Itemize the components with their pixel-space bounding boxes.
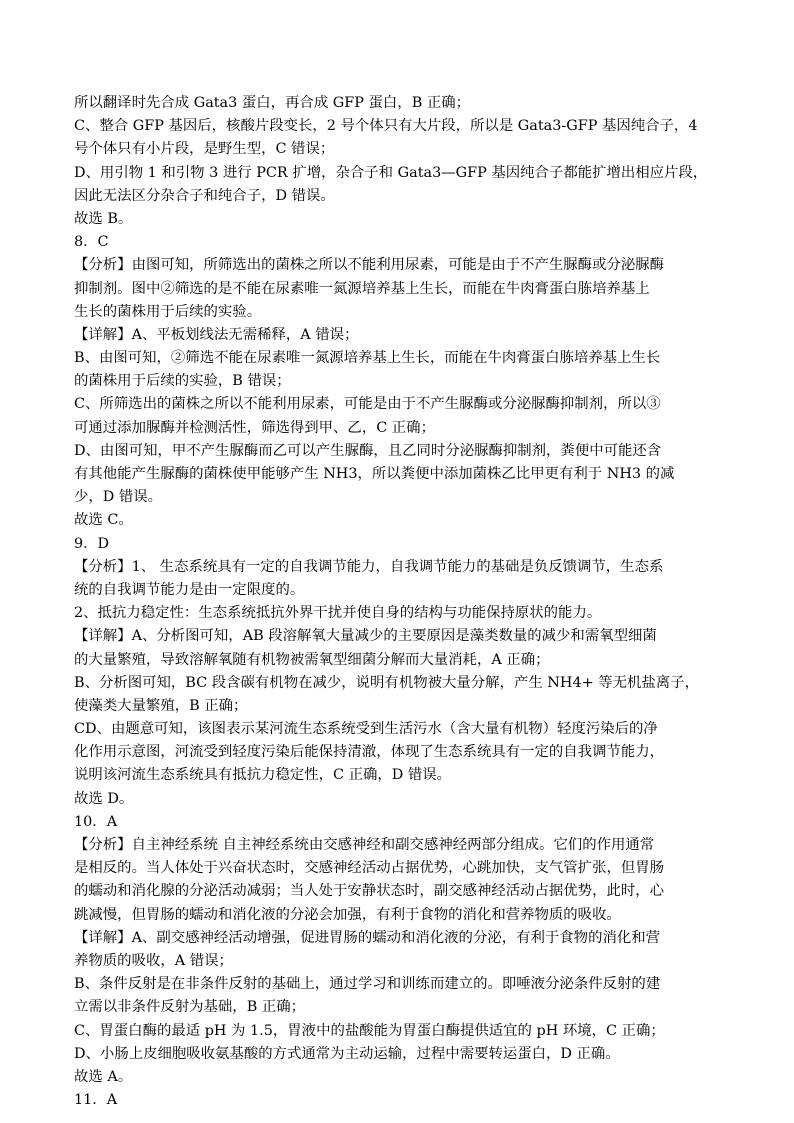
- text-line: 立需以非条件反射为基础，B 正确；: [74, 999, 306, 1016]
- text-line: 生长的菌株用于后续的实验。: [74, 303, 262, 320]
- text-line: 的菌株用于后续的实验，B 错误；: [74, 373, 291, 390]
- text-line: B、分析图可知，BC 段含碳有机物在减少，说明有机物被大量分解，产生 NH4+ 等无机盐离子，: [74, 674, 699, 691]
- question-number: 10．A: [74, 813, 118, 830]
- text-line: 【详解】A、副交感神经活动增强，促进胃肠的蠕动和消化液的分泌，有利于食物的消化和营: [74, 929, 661, 946]
- text-line: 【详解】A、分析图可知，AB 段溶解氧大量减少的主要原因是藻类数量的减少和需氧型细菌: [74, 628, 657, 645]
- text-line: 化作用示意图，河流受到轻度污染后能保持清澈，体现了生态系统具有一定的自我调节能力，: [74, 744, 665, 761]
- text-line: 2、抵抗力稳定性：生态系统抵抗外界干扰并使自身的结构与功能保持原状的能力。: [74, 605, 602, 622]
- text-line: D、小肠上皮细胞吸收氨基酸的方式通常为主动运输，过程中需要转运蛋白，D 正确。: [74, 1045, 620, 1062]
- text-line: 养物质的吸收，A 错误；: [74, 952, 233, 969]
- text-line: 抑制剂。图中②筛选的是不能在尿素唯一氮源培养基上生长，而能在牛肉膏蛋白胨培养基上: [74, 280, 650, 297]
- text-line: B、条件反射是在非条件反射的基础上，通过学习和训练而建立的。即唾液分泌条件反射的建: [74, 976, 661, 993]
- text-line: C、整合 GFP 基因后，核酸片段变长，2 号个体只有大片段，所以是 Gata3-GFP 基因纯合子，4: [74, 118, 698, 135]
- text-line: C、胃蛋白酶的最适 pH 为 1.5，胃液中的盐酸能为胃蛋白酶提供适宜的 pH 环境，C 正确；: [74, 1022, 665, 1039]
- question-number: 11．A: [74, 1092, 118, 1109]
- text-line: 【分析】1、 生态系统具有一定的自我调节能力，自我调节能力的基础是负反馈调节，生态系: [74, 558, 664, 575]
- text-line: 【分析】由图可知，所筛选出的菌株之所以不能利用尿素，可能是由于不产生脲酶或分泌脲酶: [74, 257, 665, 274]
- text-line: 统的自我调节能力是由一定限度的。: [74, 581, 305, 598]
- text-line: D、用引物 1 和引物 3 进行 PCR 扩增，杂合子和 Gata3—GFP 基因纯合子都能扩增出相应片段，: [74, 164, 708, 181]
- document-page: [74, 92, 726, 1112]
- text-line: 有其他能产生脲酶的菌株使甲能够产生 NH3，所以粪便中添加菌株乙比甲更有利于 NH3 的减: [74, 466, 675, 482]
- text-line: 故选 D。: [74, 790, 134, 807]
- text-line: D、由图可知，甲不产生脲酶而乙可以产生脲酶，且乙同时分泌脲酶抑制剂，粪便中可能还含: [74, 442, 662, 459]
- text-line: 【分析】自主神经系统 自主神经系统由交感神经和副交感神经两部分组成。它们的作用通常: [74, 837, 655, 853]
- text-line: 【详解】A、平板划线法无需稀释，A 错误；: [74, 326, 359, 343]
- text-line: 的大量繁殖，导致溶解氧随有机物被需氧型细菌分解而大量消耗，A 正确；: [74, 651, 550, 668]
- text-line: 故选 B。: [74, 210, 133, 227]
- text-line: 少，D 错误。: [74, 489, 163, 506]
- question-number: 8．C: [74, 234, 109, 251]
- text-line: C、所筛选出的菌株之所以不能利用尿素，可能是由于不产生脲酶或分泌脲酶抑制剂，所以③: [74, 396, 661, 413]
- text-line: 所以翻译时先合成 Gata3 蛋白，再合成 GFP 蛋白，B 正确；: [74, 95, 471, 111]
- text-line: 的蠕动和消化腺的分泌活动减弱；当人处于安静状态时，副交感神经活动占据优势，此时，心: [74, 883, 665, 900]
- text-line: B、由图可知，②筛选不能在尿素唯一氮源培养基上生长，而能在牛肉膏蛋白胨培养基上生长: [74, 350, 661, 367]
- text-line: 号个体只有小片段，是野生型，C 错误；: [74, 141, 335, 158]
- text-line: 故选 A。: [74, 1068, 133, 1085]
- question-number: 9．D: [74, 535, 110, 552]
- text-line: 故选 C。: [74, 512, 133, 529]
- text-line: 跳减慢，但胃肠的蠕动和消化液的分泌会加强，有利于食物的消化和营养物质的吸收。: [74, 906, 621, 923]
- text-line: 说明该河流生态系统具有抵抗力稳定性，C 正确，D 错误。: [74, 767, 452, 784]
- text-line: 可通过添加脲酶并检测活性，筛选得到甲、乙，C 正确；: [74, 419, 435, 436]
- text-line: 因此无法区分杂合子和纯合子，D 错误。: [74, 187, 335, 204]
- text-line: 使藻类大量繁殖，B 正确；: [74, 697, 248, 714]
- text-line: CD、由题意可知，该图表示某河流生态系统受到生活污水（含大量有机物）轻度污染后的净: [74, 721, 658, 738]
- text-line: 是相反的。当人体处于兴奋状态时，交感神经活动占据优势，心跳加快，支气管扩张，但胃肠: [74, 860, 665, 877]
